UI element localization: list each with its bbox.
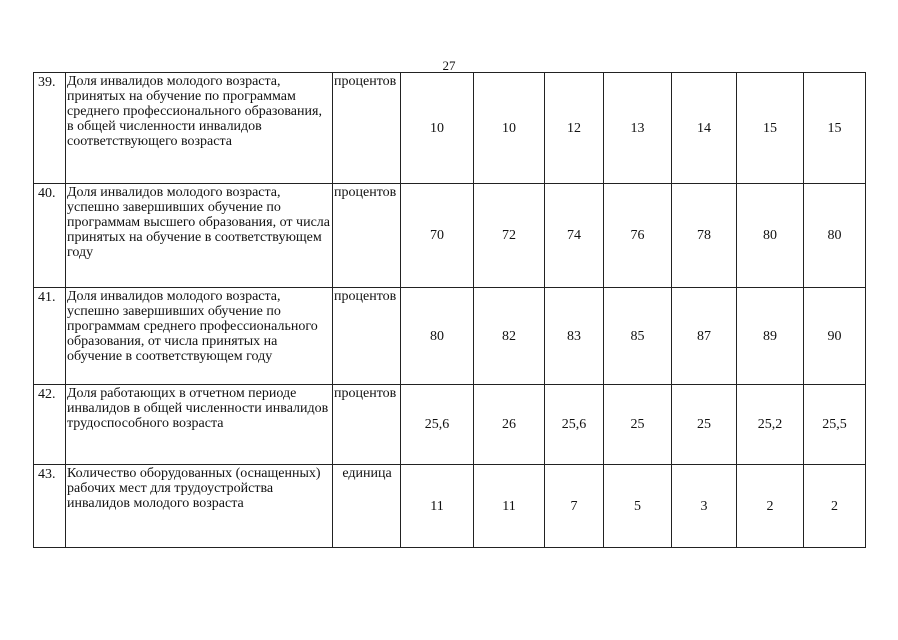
indicator-description: Количество оборудованных (оснащенных) рабочих мест для трудоустройства инвалидов молодого возраста xyxy=(66,465,333,548)
row-number: 41. xyxy=(34,288,66,385)
value-cell: 10 xyxy=(401,73,474,184)
value-cell: 80 xyxy=(401,288,474,385)
indicator-description: Доля инвалидов молодого возраста, успешно завершивших обучение по программам высшего образования, от числа принятых на обучение в соответствующем году xyxy=(66,184,333,288)
value-cell: 25,6 xyxy=(401,385,474,465)
value-cell: 26 xyxy=(474,385,545,465)
value-cell: 87 xyxy=(672,288,737,385)
table-row xyxy=(34,385,866,465)
value-cell: 70 xyxy=(401,184,474,288)
value-cell: 25,6 xyxy=(545,385,604,465)
value-cell: 85 xyxy=(604,288,672,385)
value-cell: 78 xyxy=(672,184,737,288)
row-number: 40. xyxy=(34,184,66,288)
unit-cell: процентов xyxy=(333,385,401,465)
unit-cell: процентов xyxy=(333,73,401,184)
value-cell: 25 xyxy=(672,385,737,465)
table-row xyxy=(34,184,866,288)
page-number: 27 xyxy=(442,58,456,73)
row-number: 39. xyxy=(34,73,66,184)
table-row xyxy=(34,465,866,548)
row-number: 43. xyxy=(34,465,66,548)
value-cell: 25,5 xyxy=(804,385,866,465)
value-cell: 7 xyxy=(545,465,604,548)
value-cell: 14 xyxy=(672,73,737,184)
value-cell: 82 xyxy=(474,288,545,385)
table-row xyxy=(34,288,866,385)
indicator-description: Доля работающих в отчетном периоде инвалидов в общей численности инвалидов трудоспособного возраста xyxy=(66,385,333,465)
value-cell: 72 xyxy=(474,184,545,288)
value-cell: 90 xyxy=(804,288,866,385)
value-cell: 3 xyxy=(672,465,737,548)
indicators-table xyxy=(33,72,866,548)
value-cell: 89 xyxy=(737,288,804,385)
value-cell: 83 xyxy=(545,288,604,385)
value-cell: 25,2 xyxy=(737,385,804,465)
value-cell: 80 xyxy=(804,184,866,288)
table-row xyxy=(34,73,866,184)
row-number: 42. xyxy=(34,385,66,465)
value-cell: 2 xyxy=(804,465,866,548)
value-cell: 10 xyxy=(474,73,545,184)
value-cell: 2 xyxy=(737,465,804,548)
value-cell: 5 xyxy=(604,465,672,548)
value-cell: 11 xyxy=(401,465,474,548)
indicator-description: Доля инвалидов молодого возраста, успешно завершивших обучение по программам среднего профессионального образования, от числа принятых на обучение в соответствующем году xyxy=(66,288,333,385)
value-cell: 76 xyxy=(604,184,672,288)
value-cell: 15 xyxy=(737,73,804,184)
value-cell: 25 xyxy=(604,385,672,465)
value-cell: 13 xyxy=(604,73,672,184)
unit-cell: процентов xyxy=(333,288,401,385)
unit-cell: единица xyxy=(333,465,401,548)
value-cell: 74 xyxy=(545,184,604,288)
value-cell: 15 xyxy=(804,73,866,184)
value-cell: 11 xyxy=(474,465,545,548)
unit-cell: процентов xyxy=(333,184,401,288)
value-cell: 80 xyxy=(737,184,804,288)
indicator-description: Доля инвалидов молодого возраста, принятых на обучение по программам среднего профессионального образования, в общей численности инвалидов соответствующего возраста xyxy=(66,73,333,184)
value-cell: 12 xyxy=(545,73,604,184)
